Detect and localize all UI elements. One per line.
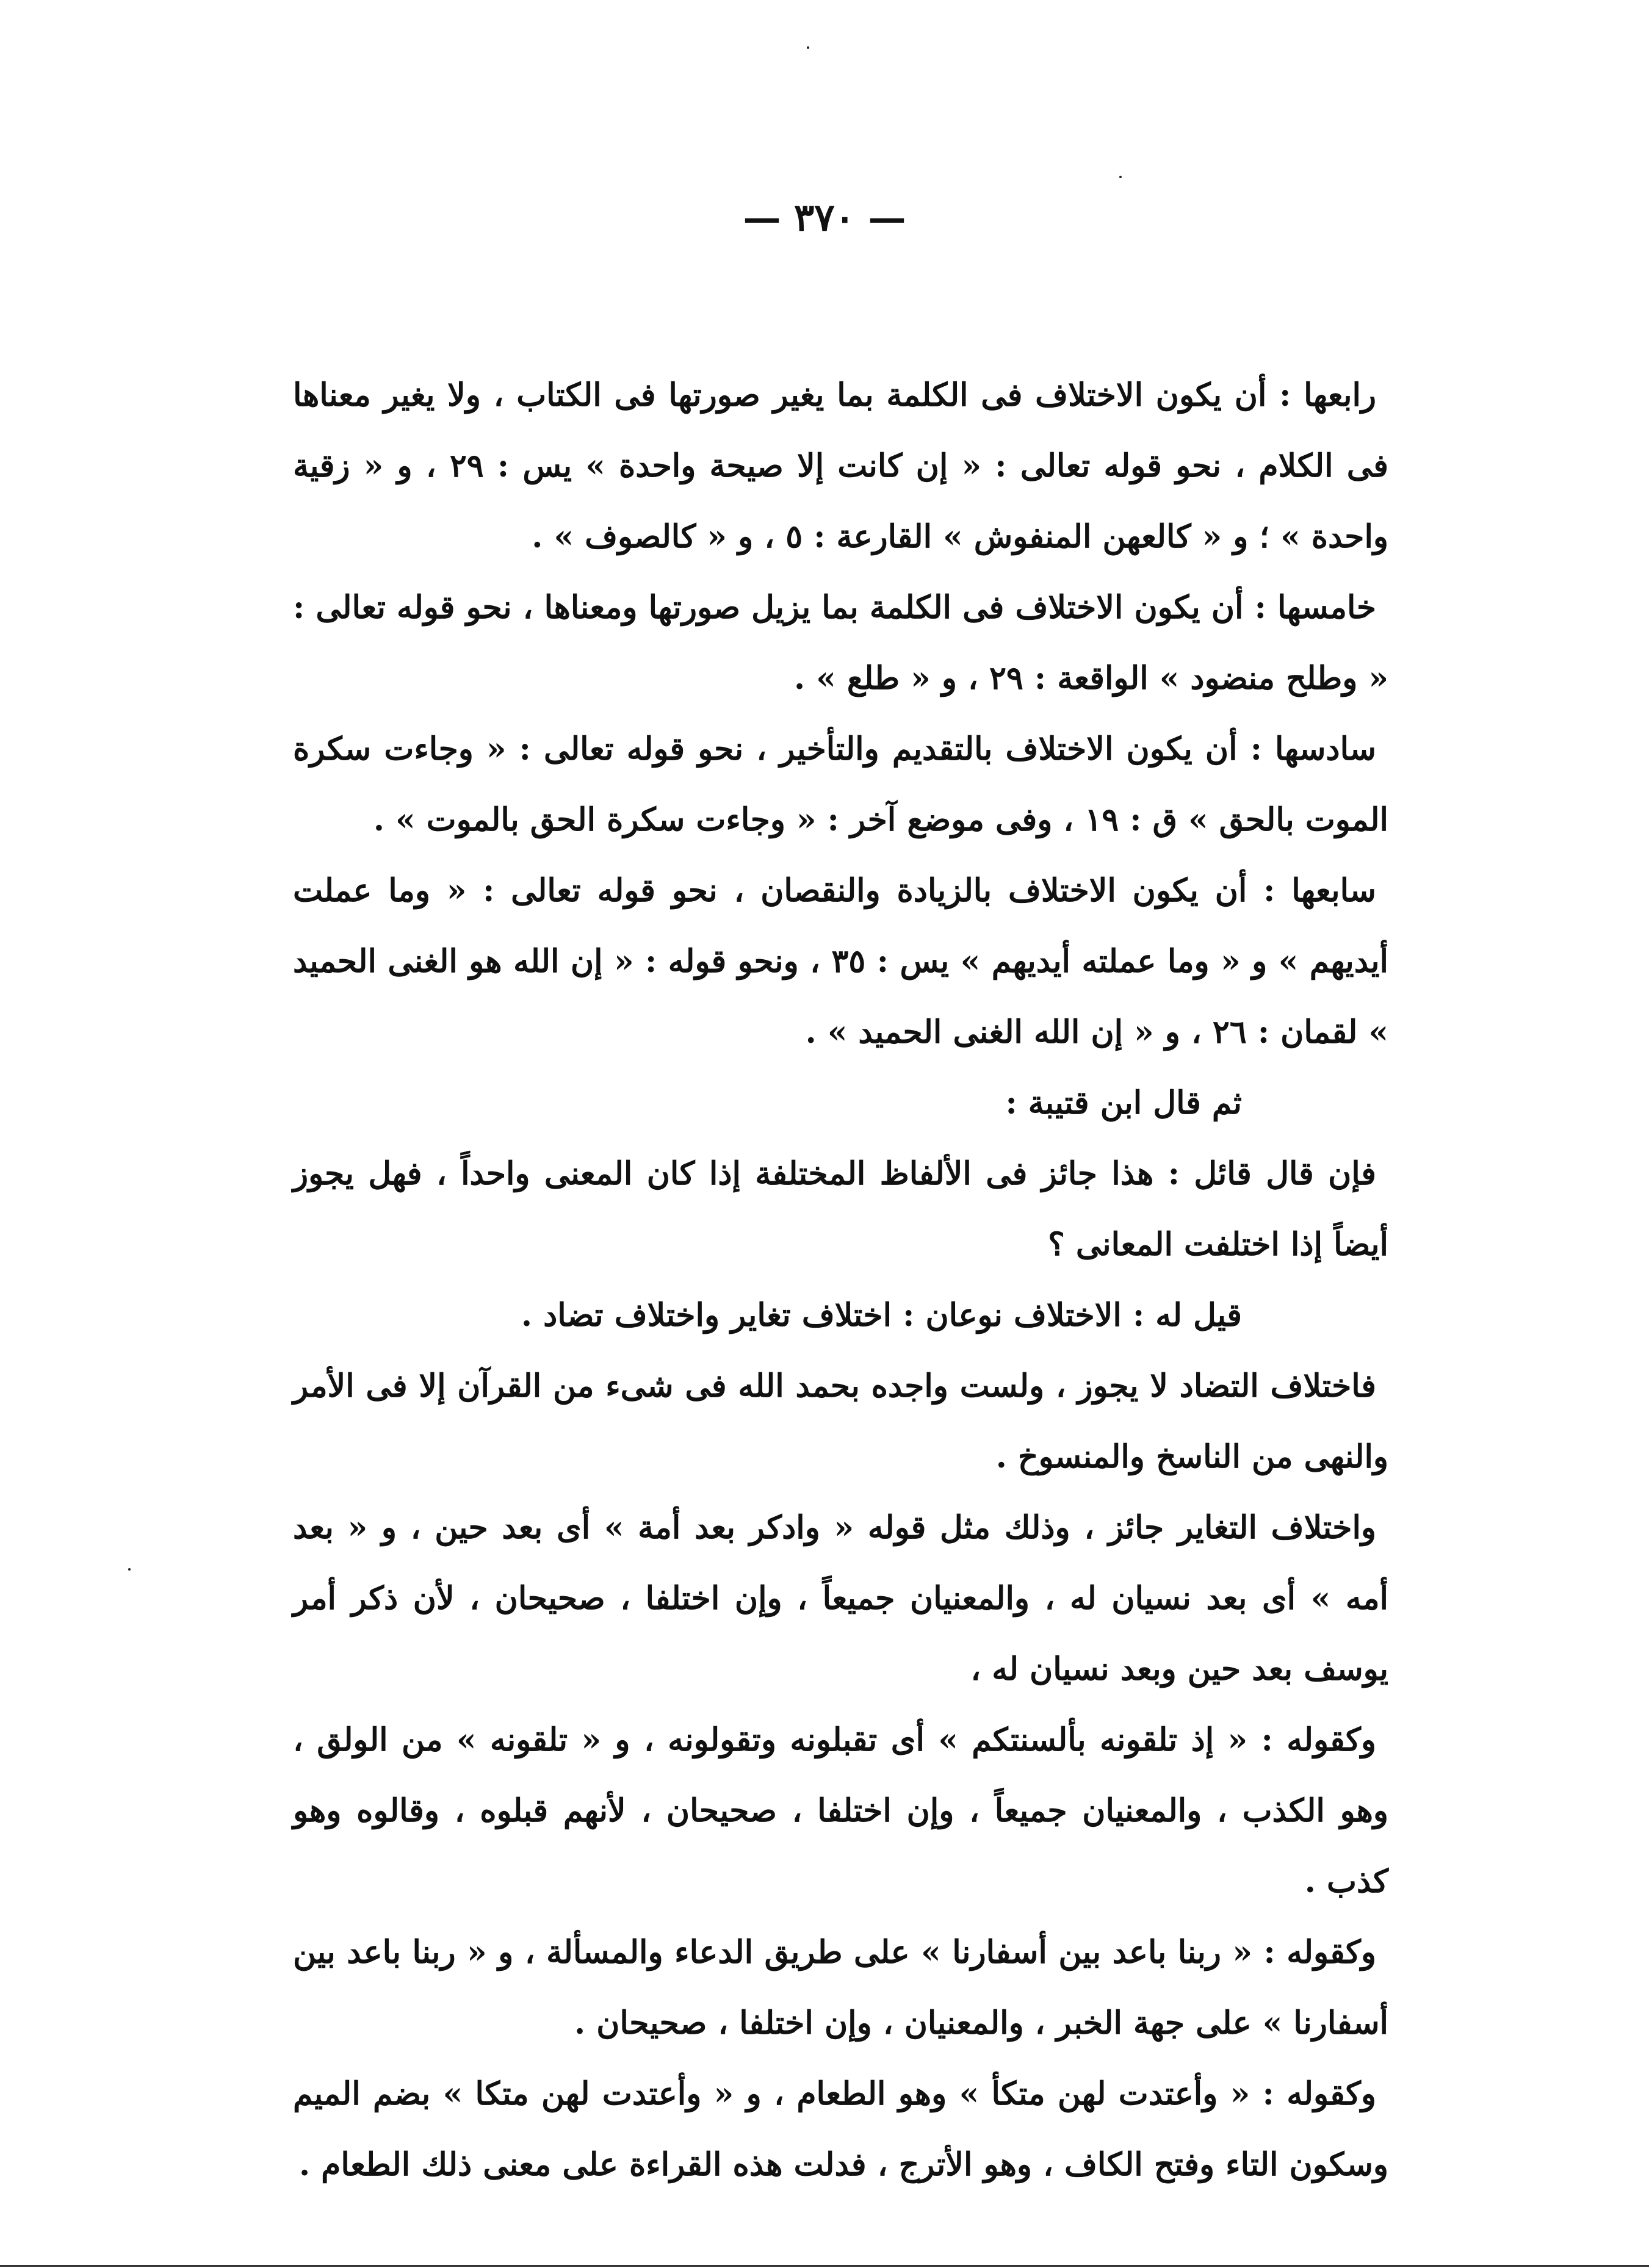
page-number: — ٣٧٠ — [743,195,906,240]
paragraph-question: فإن قال قائل : هذا جائز فى الألفاظ المختلفة إذا كان المعنى واحداً ، فهل يجوز أيضاً إذا اختلفت المعانى ؟ [293,1155,1388,1263]
scan-speck [807,46,809,49]
paragraph-fourth: رابعها : أن يكون الاختلاف فى الكلمة بما يغير صورتها فى الكتاب ، ولا يغير معناها فى الكلام ، نحو قوله تعالى : « إن كانت إلا صيحة واحدة » يس : ٢٩ ، و « زقية واحدة » ؛ و « كالعهن المنفوش » القارعة : ٥ ، و « كالصوف » . [293,376,1388,555]
paragraph-sixth: سادسها : أن يكون الاختلاف بالتقديم والتأخير ، نحو قوله تعالى : « وجاءت سكرة الموت بالحق » ق : ١٩ ، وفى موضع آخر : « وجاءت سكرة الحق بالموت » . [293,730,1388,838]
paragraph-example-tongues: وكقوله : « إذ تلقونه بألسنتكم » أى تقبلونه وتقولونه ، و « تلقونه » من الولق ، وهو الكذب ، والمعنيان جميعاً ، وإن اختلفا ، صحيحان ، لأنهم قبلوه ، وقالوه وهو كذب . [293,1721,1388,1900]
paragraph-example-journeys: وكقوله : « ربنا باعد بين أسفارنا » على طريق الدعاء والمسألة ، و « ربنا باعد بين أسفارنا » على جهة الخبر ، والمعنيان ، وإن اختلفا ، صحيحان . [293,1934,1388,2042]
scan-speck [1119,176,1122,178]
scan-speck [128,1568,131,1571]
paragraph-fifth: خامسها : أن يكون الاختلاف فى الكلمة بما يزيل صورتها ومعناها ، نحو قوله تعالى : « وطلح منضود » الواقعة : ٢٩ ، و « طلع » . [293,589,1388,697]
paragraph-variation: واختلاف التغاير جائز ، وذلك مثل قوله « وادكر بعد أمة » أى بعد حين ، و « بعد أمه » أى بعد نسيان له ، والمعنيان جميعاً ، وإن اختلفا ، صحيحان ، لأن ذكر أمر يوسف بعد حين وبعد نسيان له ، [293,1509,1388,1688]
paragraph-answer: قيل له : الاختلاف نوعان : اختلاف تغاير واختلاف تضاد . [521,1297,1242,1334]
paragraph-seventh: سابعها : أن يكون الاختلاف بالزيادة والنقصان ، نحو قوله تعالى : « وما عملت أيديهم » و « وما عملته أيديهم » يس : ٣٥ ، ونحو قوله : « إن الله هو الغنى الحميد » لقمان : ٢٦ ، و « إن الله الغنى الحميد » . [293,872,1388,1051]
bottom-border-line [0,2265,1649,2267]
paragraph-contradiction: فاختلاف التضاد لا يجوز ، ولست واجده بحمد الله فى شىء من القرآن إلا فى الأمر والنهى من الناسخ والمنسوخ . [293,1367,1388,1475]
body-text [293,360,1388,2200]
paragraph-ibn-qutayba: ثم قال ابن قتيبة : [1005,1084,1242,1121]
paragraph-example-food: وكقوله : « وأعتدت لهن متكأ » وهو الطعام ، و « وأعتدت لهن متكا » بضم الميم وسكون التاء وفتح الكاف ، وهو الأترج ، فدلت هذه القراءة على معنى ذلك الطعام . [293,2075,1388,2183]
